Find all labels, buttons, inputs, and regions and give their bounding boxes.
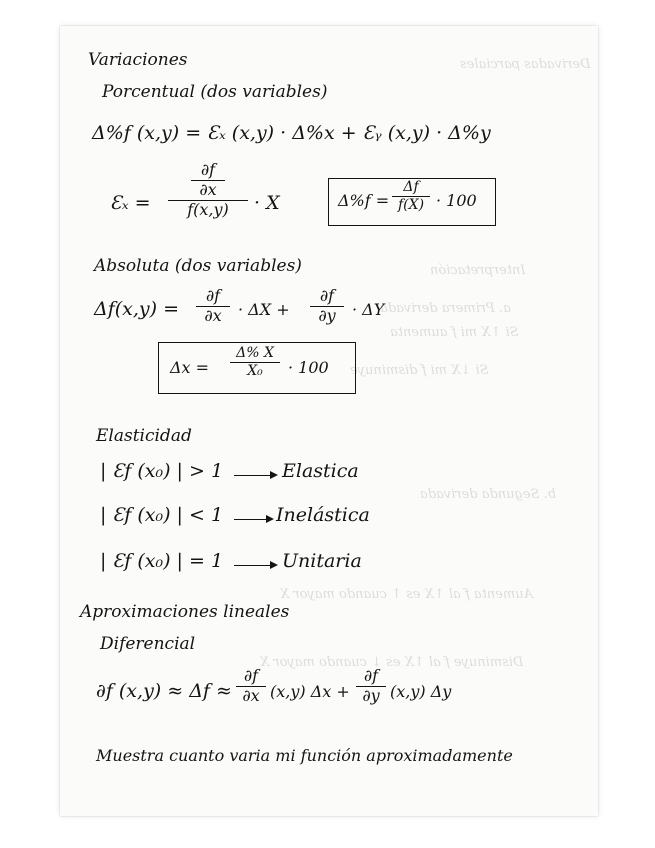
notebook-sheet: [60, 26, 598, 816]
arrow-icon: [234, 475, 276, 476]
footer-note: Muestra cuanto varia mi función aproximadamente: [96, 746, 513, 765]
dif-tail: (x,y) Δy: [390, 682, 452, 701]
abs-frac2-den: ∂y: [318, 305, 336, 325]
ghost-text: Aumenta f al ↑X es ↑ cuando mayor X: [280, 587, 533, 602]
dif-fraction-1: [236, 668, 266, 705]
abs-frac1-num: ∂f: [205, 286, 221, 305]
heading-variaciones: Variaciones: [88, 50, 188, 70]
elast-case-1: | Ɛf (x₀) | > 1: [100, 460, 224, 482]
ghost-text: Si ↑X mi f aumenta: [390, 325, 519, 340]
heading-absoluta: Absoluta (dos variables): [94, 256, 302, 276]
abs-frac1-den: ∂x: [204, 305, 222, 325]
ghost-text: a. Primera derivada: [380, 301, 511, 316]
abs-box-lhs: Δx =: [170, 358, 210, 377]
ghost-text: Si ↓X mi f disminuye: [350, 363, 489, 378]
abs-box-tail: · 100: [288, 358, 329, 377]
heading-aproximaciones: Aproximaciones lineales: [80, 602, 290, 622]
elast-label-2: Inelástica: [276, 504, 370, 526]
elast-label-3: Unitaria: [282, 550, 362, 572]
elasticity-fraction: [168, 162, 248, 218]
boxed-num: Δf: [403, 179, 419, 195]
abs-box-den: X₀: [247, 362, 263, 379]
elast-case-3: | Ɛf (x₀) | = 1: [100, 550, 224, 572]
dif-frac2-num: ∂f: [363, 666, 379, 685]
ghost-text: Interpretación: [430, 263, 526, 278]
dif-lhs: ∂f (x,y) ≈ Δf ≈: [96, 680, 232, 702]
elast-case-2: | Ɛf (x₀) | < 1: [100, 504, 224, 526]
ghost-text: Derivadas parciales: [460, 57, 591, 72]
absoluta-lhs: Δf(x,y) =: [94, 298, 180, 320]
abs-box-num: Δ% X: [236, 345, 274, 361]
abs-frac2-num: ∂f: [319, 286, 335, 305]
elasticity-num-bottom: ∂x: [199, 179, 217, 199]
elasticity-den: f(x,y): [187, 199, 229, 219]
elasticity-times: · X: [254, 192, 280, 214]
abs-tail: · ΔY: [352, 300, 385, 319]
formula-porcentual: Δ%f (x,y) = Ɛₓ (x,y) · Δ%x + Ɛᵧ (x,y) · Δ%y: [92, 122, 491, 144]
boxed-lhs: Δ%f =: [338, 191, 390, 210]
boxed-fraction: [392, 180, 430, 212]
dif-mid: (x,y) Δx +: [270, 682, 350, 701]
arrow-icon: [234, 519, 272, 520]
ghost-text: b. Segunda derivada: [420, 487, 557, 502]
boxed-den: f(X): [397, 196, 425, 213]
ghost-text: Disminuye f al ↑X es ↓ cuando mayor X: [260, 655, 524, 670]
dif-frac1-num: ∂f: [243, 666, 259, 685]
heading-diferencial: Diferencial: [100, 634, 196, 654]
abs-box-fraction: [230, 346, 280, 378]
elasticity-lhs: Ɛₓ =: [110, 192, 151, 214]
elast-label-1: Elastica: [282, 460, 359, 482]
elasticity-num-top: ∂f: [200, 160, 216, 179]
abs-fraction-1: [196, 288, 230, 325]
heading-porcentual: Porcentual (dos variables): [102, 82, 328, 102]
dif-fraction-2: [356, 668, 386, 705]
boxed-tail: · 100: [436, 191, 477, 210]
abs-fraction-2: [310, 288, 344, 325]
dif-frac2-den: ∂y: [362, 685, 380, 705]
abs-mid: · ΔX +: [238, 300, 290, 319]
dif-frac1-den: ∂x: [242, 685, 260, 705]
heading-elasticidad: Elasticidad: [96, 426, 192, 446]
arrow-icon: [234, 565, 276, 566]
